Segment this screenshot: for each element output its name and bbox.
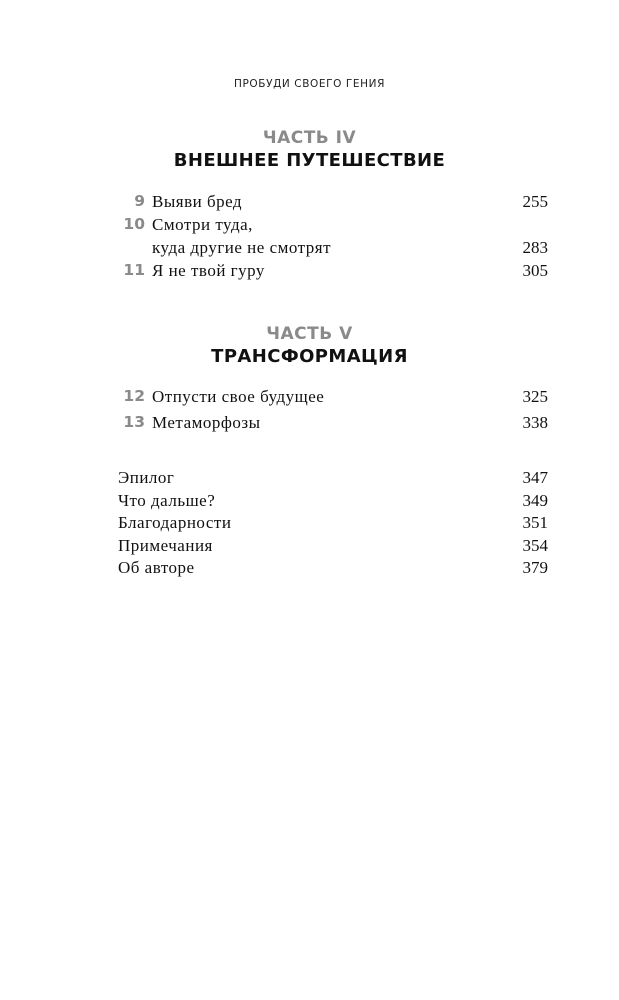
entry-title: Что дальше? xyxy=(118,490,216,510)
running-head: ПРОБУДИ СВОЕГО ГЕНИЯ xyxy=(233,78,385,90)
page-number: 325 xyxy=(522,387,548,406)
part-title: ВНЕШНЕЕ ПУТЕШЕСТВИЕ xyxy=(173,150,446,171)
chapter-title-line2: куда другие не смотрят xyxy=(152,238,332,257)
toc-entry[interactable] xyxy=(118,467,548,490)
page-number: 351 xyxy=(522,513,548,532)
entry-title: Примечания xyxy=(118,535,213,555)
toc-entry[interactable] xyxy=(118,213,548,259)
part-label: ЧАСТЬ IV xyxy=(262,128,357,148)
page-number: 338 xyxy=(522,413,548,432)
entry-title: Об авторе xyxy=(118,558,195,577)
toc-entry[interactable] xyxy=(118,385,548,411)
toc-entry[interactable] xyxy=(118,557,548,580)
chapter-number: 13 xyxy=(123,413,145,431)
toc-entry[interactable] xyxy=(118,512,548,535)
page-number: 305 xyxy=(522,261,548,280)
entry-title: Благодарности xyxy=(118,513,232,532)
page-number: 255 xyxy=(522,192,548,211)
toc-entry[interactable] xyxy=(118,190,548,213)
toc-entry[interactable] xyxy=(118,535,548,558)
chapter-title: Смотри туда, xyxy=(152,215,253,234)
toc-entry[interactable] xyxy=(118,259,548,282)
chapter-number: 9 xyxy=(134,192,145,210)
entry-title: Эпилог xyxy=(118,468,175,487)
toc-part-iv xyxy=(118,190,548,282)
page-number: 379 xyxy=(522,558,548,577)
chapter-number: 10 xyxy=(123,215,145,233)
part-heading-iv xyxy=(0,127,619,173)
chapter-number: 12 xyxy=(123,387,145,405)
page-number: 349 xyxy=(522,490,548,510)
toc-entry[interactable] xyxy=(118,490,548,513)
toc-part-v xyxy=(118,385,548,434)
part-label: ЧАСТЬ V xyxy=(266,324,353,344)
page-number: 347 xyxy=(522,468,548,487)
chapter-title: Выяви бред xyxy=(152,192,243,211)
chapter-title: Я не твой гуру xyxy=(152,261,265,280)
page-number: 354 xyxy=(522,535,548,555)
chapter-number: 11 xyxy=(123,261,145,279)
chapter-title: Метаморфозы xyxy=(152,413,261,432)
chapter-title: Отпусти свое будущее xyxy=(152,387,325,406)
page-number: 283 xyxy=(522,238,548,257)
toc-back-matter xyxy=(118,467,548,580)
part-title: ТРАНСФОРМАЦИЯ xyxy=(211,346,408,367)
part-heading-v xyxy=(0,323,619,369)
toc-entry[interactable] xyxy=(118,411,548,434)
